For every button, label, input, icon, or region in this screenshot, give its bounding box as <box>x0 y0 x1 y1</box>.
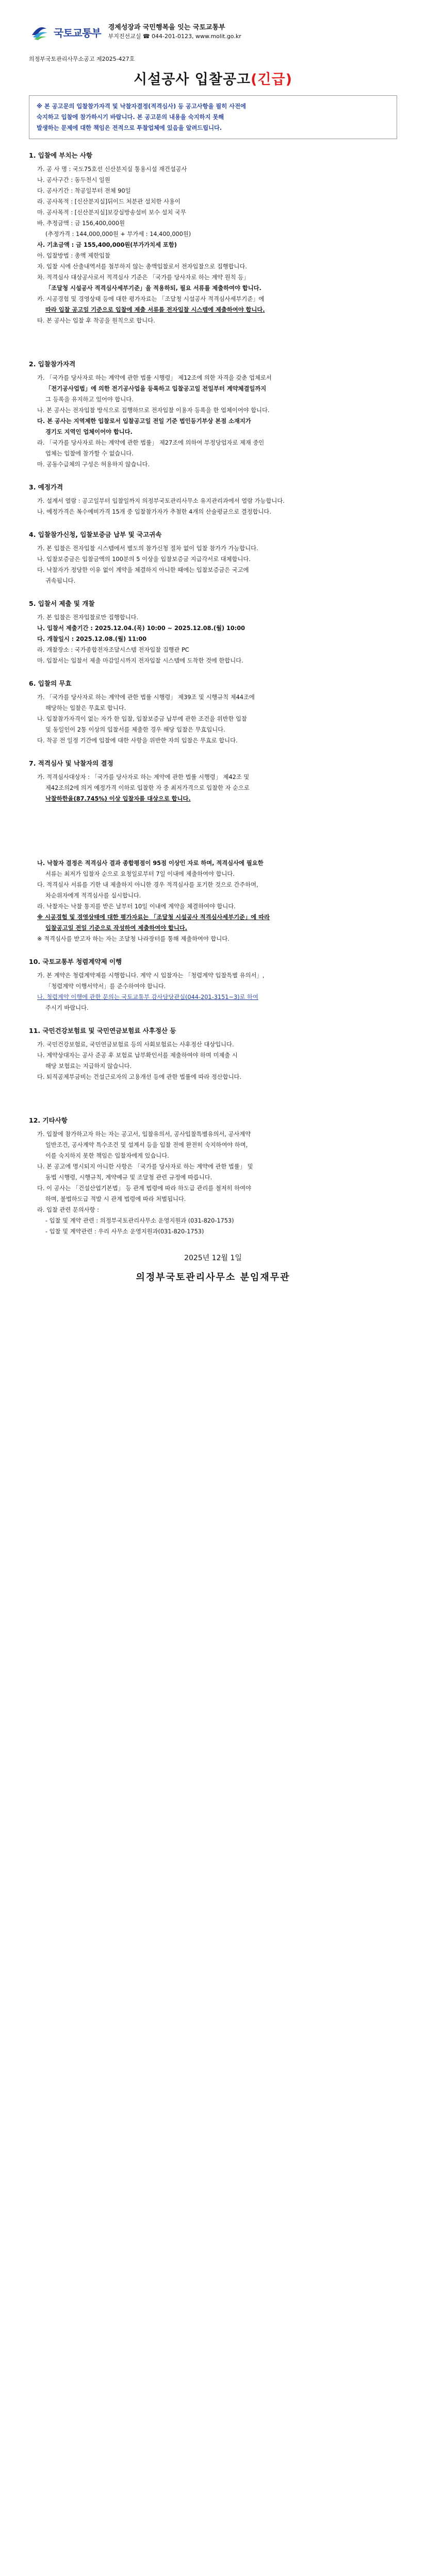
text-line: 하며, 불법하도급 적발 시 관계 법령에 따라 처벌됩니다. <box>45 1196 186 1202</box>
text-line: 가. 「국가를 당사자로 하는 계약에 관한 법률 시행령」 제12조에 의한 자격을 갖춘 업체로서 <box>37 375 272 381</box>
text-line: 나. 청렴계약 이행에 관한 문의는 국토교통부 감사담당관실(044-201-3151~3)로 하여 <box>37 994 258 1001</box>
text-line: 다. 이 공사는 「건설산업기본법」 등 관계 법령에 따라 하도급 관리를 철저히 하여야 <box>37 1185 251 1192</box>
text-line: 라. 「국가를 당사자로 하는 계약에 관한 법률」 제27조에 의하여 부정당업자로 제재 중인 <box>37 439 265 446</box>
text-line: 마. 공사목적 : [신산분지실]보강실방송설비 보수 설치 국무 <box>37 209 186 216</box>
intro-line: ※ 본 공고문의 입찰참가자격 및 낙찰자결정(적격심사) 등 공고사항을 필히 사전에 <box>37 103 246 110</box>
text-line: 주시기 바랍니다. <box>45 1005 89 1011</box>
text-line: 나. 공사구간 : 동두천시 일원 <box>37 177 110 183</box>
text-line: 타. 본 공사는 입찰 후 착공을 원칙으로 합니다. <box>37 317 155 324</box>
text-line: 해당하는 입찰은 무효로 합니다. <box>45 705 126 711</box>
molit-emblem-icon <box>29 22 50 42</box>
text-line: 아. 입찰방법 : 총액 제한입찰 <box>37 252 110 259</box>
section-6 <box>29 679 397 746</box>
text-line: 가. 「국가를 당사자로 하는 계약에 관한 법률 시행령」 제39조 및 시행규칙 제44조에 <box>37 694 255 701</box>
text-line: 「청렴계약 이행서약서」를 준수하여야 합니다. <box>45 983 166 990</box>
letterhead <box>29 16 397 47</box>
contact-line: 부지진선교실 ☎ 044-201-0123, www.molit.go.kr <box>108 33 241 40</box>
text-line: 가. 공 사 명 : 국도75호선 신산분지실 통용시설 재건설공사 <box>37 166 187 173</box>
section-title: 11. 국민건강보험료 및 국민연금보험료 사후정산 등 <box>29 1027 176 1035</box>
section-title: 5. 입찰서 제출 및 개찰 <box>29 600 95 607</box>
section-title: 2. 입찰참가자격 <box>29 360 76 368</box>
text-line: 차순위자에게 적격심사를 실시합니다. <box>45 892 141 899</box>
text-line: 따라 입찰 공고일 기준으로 입찰에 제출 서류를 전자입찰 시스템에 제출하여야 합니다. <box>45 307 265 313</box>
text-line: 가. 본 입찰은 전자입찰로만 집행합니다. <box>37 614 139 621</box>
logo-text: 국토교통부 <box>54 26 101 39</box>
text-line: 나. 입찰보증금은 입찰금액의 100분의 5 이상을 입찰보증금 지급각서로 대체합니다. <box>37 556 251 563</box>
text-line: 나. 본 공고에 명시되지 아니한 사항은 「국가를 당사자로 하는 계약에 관한 법률」 및 <box>37 1163 253 1170</box>
text-line: 가. 본 입찰은 전자입찰 시스템에서 별도의 참가신청 절차 없이 입찰 참가가 가능합니다. <box>37 545 258 552</box>
text-line: 가. 설계서 열람 : 공고일부터 입찰일까지 의정부국토관리사무소 유지관리과에서 열람 가능합니다. <box>37 498 285 504</box>
intro-line: 숙지하고 입찰에 참가하시기 바랍니다. 본 공고문의 내용을 숙지하지 못해 <box>37 114 224 121</box>
notice-number: 의정부국토관리사무소공고 제2025-427호 <box>29 56 135 62</box>
text-line: 경기도 지역인 업체이어야 합니다. <box>45 429 133 435</box>
text-line: 가. 본 계약은 청렴계약제를 시행합니다. 계약 시 입찰자는 「청렴계약 입찰특별 유의서」, <box>37 972 265 979</box>
text-line: - 입찰 및 계약 관련 : 의정부국토관리사무소 운영지원과 (031-820-1753) <box>45 1217 234 1224</box>
footer-organization: 의정부국토관리사무소 분임재무관 <box>136 1272 290 1283</box>
text-line: 마. 입찰서는 입찰서 제출 마감일시까지 전자입찰 시스템에 도착한 것에 한합니다. <box>37 657 243 664</box>
text-line: 동법 시행령, 시행규칙, 계약예규 및 조달청 관련 규정에 따릅니다. <box>45 1174 212 1181</box>
text-line: 서류는 최저가 입찰자 순으로 요청일로부터 7일 이내에 제출하여야 합니다. <box>45 871 235 877</box>
text-line: 이를 숙지하지 못한 책임은 입찰자에게 있습니다. <box>45 1153 169 1159</box>
intro-line: 발생하는 문제에 대한 책임은 전적으로 투찰업체에 있음을 알려드립니다. <box>37 125 222 131</box>
text-line: 입찰공고일 전일 기준으로 작성하여 제출하여야 합니다. <box>45 925 187 931</box>
text-line: 카. 시공경험 및 경영상태 등에 대한 평가자료는 「조달청 시설공사 적격심사세부기준」에 <box>37 296 265 302</box>
text-line: 다. 낙찰자가 정당한 이유 없이 계약을 체결하지 아니한 때에는 입찰보증금은 국고에 <box>37 567 249 573</box>
section-7 <box>29 758 397 804</box>
text-line: 바. 추정금액 : 금 156,400,000원 <box>37 220 125 227</box>
section-title: 3. 예정가격 <box>29 483 63 491</box>
text-line: 업체는 입찰에 참가할 수 없습니다. <box>45 450 134 457</box>
text-line: 낙찰하한율(87.745%) 이상 입찰자를 대상으로 합니다. <box>45 795 191 802</box>
slogan: 경제성장과 국민행복을 잇는 국토교통부 <box>108 24 225 31</box>
text-line: 그 등록을 유지하고 있어야 합니다. <box>45 396 134 403</box>
text-line: 다. 퇴직공제부금비는 건설근로자의 고용개선 등에 관한 법률에 따라 정산합니다. <box>37 1074 242 1080</box>
text-line: 「전기공사업법」에 의한 전기공사업을 등록하고 입찰공고일 전일부터 계약체결일까지 <box>45 385 267 392</box>
text-line: 해당 보험료는 지급하지 않습니다. <box>45 1063 132 1070</box>
text-line: 나. 입찰서 제출기간 : 2025.12.04.(목) 10:00 ~ 2025.12.08.(월) 10:00 <box>37 625 245 632</box>
text-line: 차. 적격심사 대상공사로서 적격심사 기준은 「국가를 당사자로 하는 계약 원칙 등」 <box>37 274 250 281</box>
text-line: 나. 본 공사는 전자입찰 방식으로 집행하므로 전자입찰 이용자 등록을 한 업체이어야 합니다. <box>37 407 270 414</box>
molit-logo <box>29 22 101 42</box>
text-line: ※ 적격심사를 받고자 하는 자는 조달청 나라장터를 통해 제출하여야 합니다. <box>37 936 230 942</box>
text-line: 가. 국민건강보험료, 국민연금보험료 등의 사회보험료는 사후정산 대상입니다. <box>37 1041 234 1048</box>
text-line: 나. 낙찰자 결정은 적격심사 결과 종합평점이 95점 이상인 자로 하며, 적격심사에 필요한 <box>37 860 264 867</box>
text-line: 마. 공동수급체의 구성은 허용하지 않습니다. <box>37 461 150 468</box>
section-1 <box>29 150 397 326</box>
text-line: 다. 적격심사 서류를 기한 내 제출하지 아니한 경우 적격심사를 포기한 것으로 간주하며, <box>37 882 258 888</box>
text-line: 다. 개찰일시 : 2025.12.08.(월) 11:00 <box>37 636 147 642</box>
text-line: 다. 공사기간 : 착공일부터 전체 90일 <box>37 188 131 194</box>
title-main: 시설공사 입찰공고 <box>134 72 251 88</box>
footer-date: 2025년 12월 1일 <box>184 1254 242 1262</box>
text-line: 제42조의2에 의거 예정가격 이하로 입찰한 자 중 최저가격으로 입찰한 자 순으로 <box>45 785 250 791</box>
section-title: 10. 국토교통부 청렴계약제 이행 <box>29 958 122 965</box>
text-line: 사. 기초금액 : 금 155,400,000원(부가가치세 포함) <box>37 242 177 248</box>
text-line: 일반조건, 공사계약 특수조건 및 설계서 등을 입찰 전에 완전히 숙지하여야 하며, <box>45 1142 248 1148</box>
section-title: 7. 적격심사 및 낙찰자의 결정 <box>29 759 113 767</box>
text-line: 라. 입찰 관련 문의사항 : <box>37 1207 99 1213</box>
section-title: 1. 입찰에 부치는 사항 <box>29 151 93 159</box>
text-line: ※ 시공경험 및 경영상태에 대한 평가자료는 「조달청 시설공사 적격심사세부기준」에 따라 <box>37 914 270 921</box>
text-line: 나. 예정가격은 복수예비가격 15개 중 입찰참가자가 추첨한 4개의 산술평균으로 결정합니다. <box>37 509 271 515</box>
text-line: (추정가격 : 144,000,000원 + 부가세 : 14,400,000원) <box>45 231 191 238</box>
section-3 <box>29 482 397 517</box>
text-line: 및 동일인이 2통 이상의 입찰서를 제출한 경우 해당 입찰은 무효입니다. <box>45 726 225 733</box>
text-line: 다. 본 공사는 지역제한 입찰로서 입찰공고일 전일 기준 법인등기부상 본점 소재지가 <box>37 418 251 425</box>
section-12 <box>29 1115 397 1237</box>
section-4 <box>29 530 397 586</box>
text-line: - 입찰 및 계약관련 : 우리 사무소 운영지원과(031-820-1753) <box>45 1228 204 1235</box>
text-line: 가. 적격심사대상자 : 「국가를 당사자로 하는 계약에 관한 법률 시행령」 제42조 및 <box>37 774 250 781</box>
text-line: 다. 착공 전 일정 기간에 입찰에 대한 사항을 위반한 자의 입찰은 무효로 합니다. <box>37 737 238 744</box>
section-5 <box>29 599 397 666</box>
section-11 <box>29 1026 397 1082</box>
intro-notice-box <box>29 95 397 139</box>
text-line: 라. 개찰장소 : 국가종합전자조달시스템 전자입찰 집행관 PC <box>37 647 189 653</box>
section-title: 4. 입찰참가신청, 입찰보증금 납부 및 국고귀속 <box>29 531 162 538</box>
text-line: 라. 낙찰자는 낙찰 통지를 받은 날부터 10일 이내에 계약을 체결하여야 합니다. <box>37 903 236 910</box>
text-line: 나. 입찰참가자격이 없는 자가 한 입찰, 입찰보증금 납부에 관한 조건을 위반한 입찰 <box>37 716 247 722</box>
text-line: 가. 입찰에 참가하고자 하는 자는 공고서, 입찰유의서, 공사입찰특별유의서, 공사계약 <box>37 1131 251 1138</box>
text-line: 자. 입찰 시에 산출내역서를 첨부하지 않는 총액입찰로서 전자입찰으로 집행합니다. <box>37 263 247 270</box>
section-2 <box>29 359 397 470</box>
title-urgent-tag: (긴급) <box>251 72 292 88</box>
text-line: 「조달청 시설공사 적격심사세부기준」을 적용하되, 필요 서류를 제출하여야 합니다. <box>45 285 261 292</box>
section-10 <box>29 957 397 1013</box>
text-line: 귀속됩니다. <box>45 578 76 584</box>
page-title <box>29 68 397 88</box>
section-8 <box>29 858 397 944</box>
text-line: 나. 계약상대자는 공사 준공 후 보험료 납부확인서를 제출하여야 하며 미제출 시 <box>37 1052 238 1059</box>
text-line: 라. 공사목적 : [신산분지실]뒤이드 처분관 설치한 사용이 <box>37 198 181 205</box>
section-title: 6. 입찰의 무효 <box>29 680 72 687</box>
section-title: 12. 기타사항 <box>29 1116 68 1124</box>
slogan-box <box>108 23 241 41</box>
